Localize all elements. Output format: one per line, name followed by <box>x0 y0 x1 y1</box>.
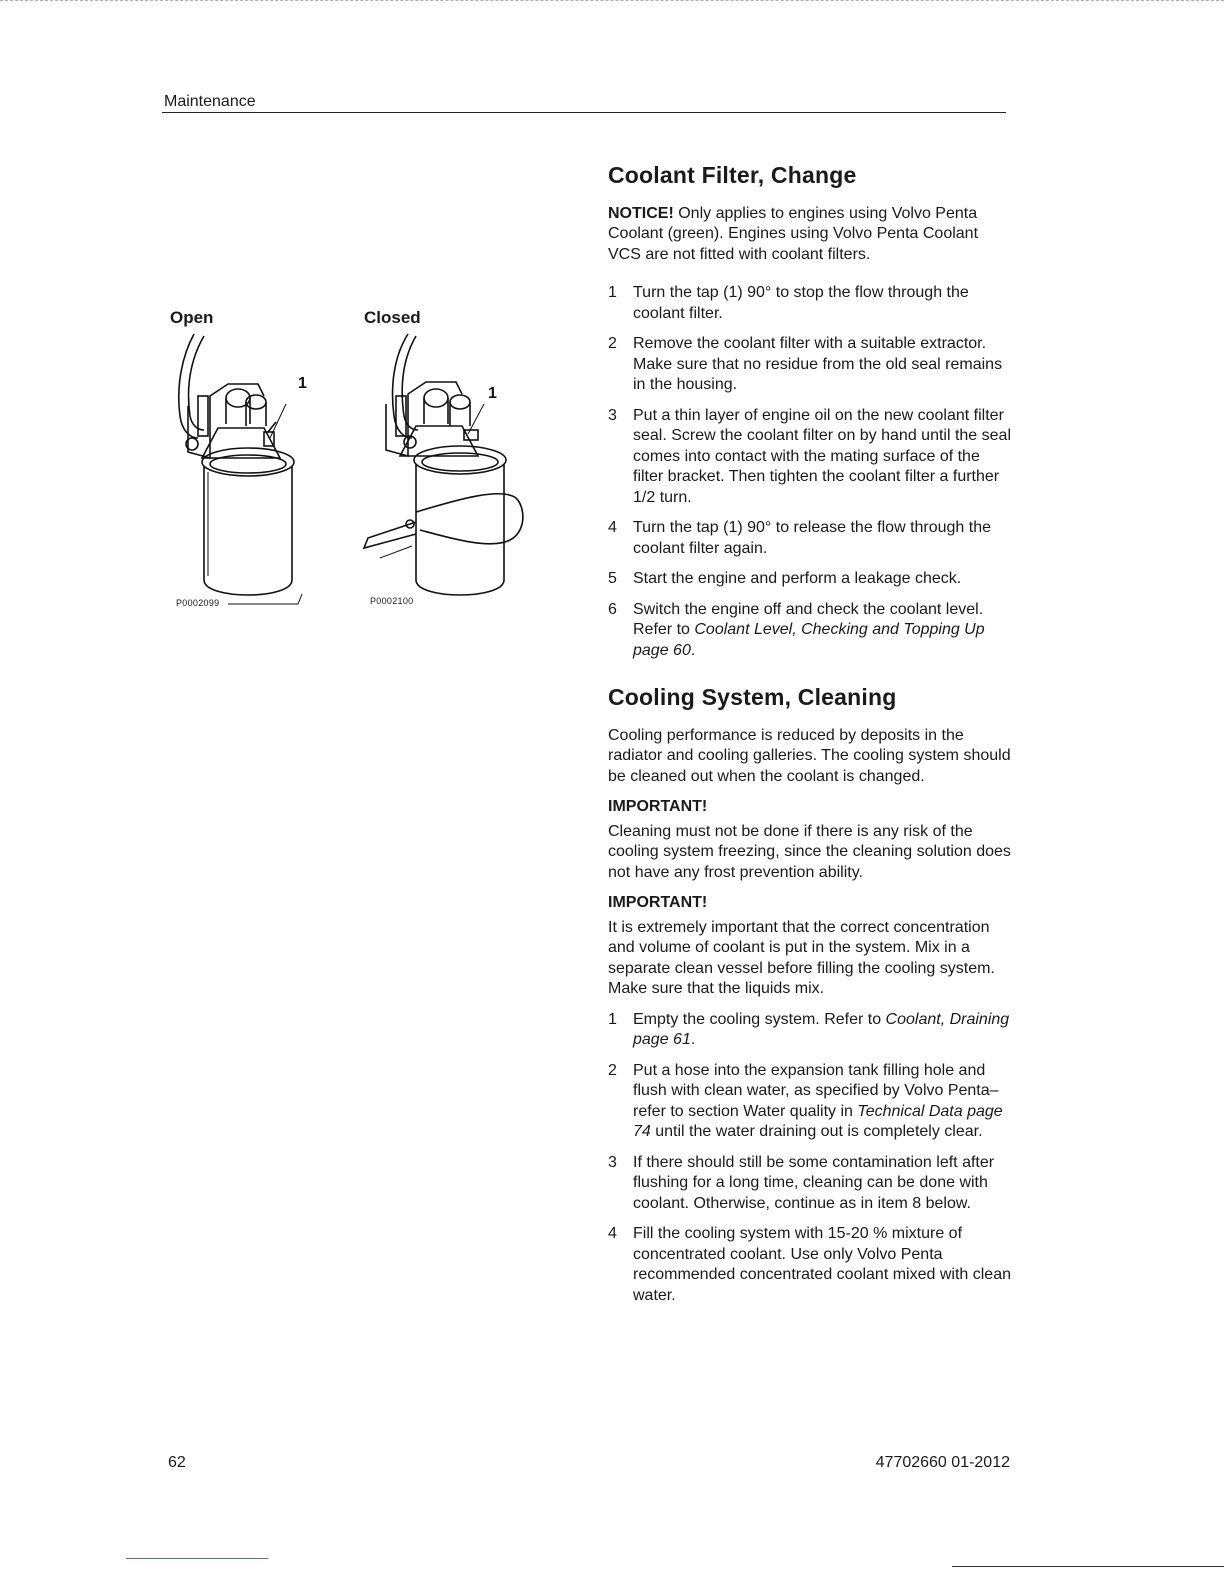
step-number: 6 <box>608 600 617 618</box>
step-number: 4 <box>608 519 617 536</box>
figure-closed-code: P0002100 <box>370 596 414 606</box>
list-item <box>608 1061 1012 1143</box>
list-item <box>608 569 1012 590</box>
list-item <box>608 283 1012 324</box>
cross-reference-link[interactable]: Coolant, Draining page 61 <box>633 1010 1010 1048</box>
cooling-system-steps <box>608 1010 1012 1307</box>
figure-closed-callout: 1 <box>488 385 497 402</box>
step-number: 1 <box>608 1010 617 1028</box>
important-label: IMPORTANT! <box>608 894 708 911</box>
cross-reference-link[interactable]: Coolant Level, Checking and Topping Up page 60 <box>633 621 985 659</box>
step-number: 2 <box>608 1061 617 1079</box>
step-text: Turn the tap (1) 90° to stop the flow through the coolant filter. <box>633 284 969 322</box>
document-number: 47702660 01-2012 <box>875 1454 1010 1471</box>
figure-open-caption: Open <box>170 308 214 327</box>
list-item <box>608 518 1012 559</box>
list-item <box>608 1010 1012 1051</box>
list-item <box>608 406 1012 509</box>
list-item <box>608 334 1012 396</box>
step-text: Switch the engine off and check the coolant level. Refer to <box>633 600 984 638</box>
coolant-filter-steps <box>608 283 1012 661</box>
step-text-tail: until the water draining out is completely clear. <box>650 1123 983 1140</box>
coolant-filter-title: Coolant Filter, Change <box>608 162 857 188</box>
step-number: 3 <box>608 1153 617 1171</box>
step-text: Put a thin layer of engine oil on the new coolant filter seal. Screw the coolant filter on by hand until the seal comes into contact with the mating surface of the filter bracket. Then tighten the coolant filter a further 1/2 turn. <box>633 406 1011 506</box>
header-rule <box>162 112 1006 113</box>
step-text: Remove the coolant filter with a suitable extractor. Make sure that no residue from the old seal remains in the housing. <box>633 335 1003 393</box>
step-number: 1 <box>608 284 617 301</box>
cooling-system-title: Cooling System, Cleaning <box>608 684 897 710</box>
important-text: It is extremely important that the correct concentration and volume of coolant is put in the system. Mix in a separate clean vessel before filling the cooling system. Make sure that the liquids mix. <box>608 918 995 997</box>
list-item <box>608 1224 1012 1306</box>
figure-closed-filter-illustration <box>360 326 530 616</box>
figure-open-filter-illustration <box>168 326 328 616</box>
step-text: Put a hose into the expansion tank filling hole and flush with clean water, as specified by Volvo Penta– refer to section Water quality in <box>633 1061 999 1120</box>
step-text: If there should still be some contamination left after flushing for a long time, cleaning can be done with coolant. Otherwise, continue as in item 8 below. <box>633 1153 995 1212</box>
step-text-tail: . <box>690 1031 696 1048</box>
notice-text: Only applies to engines using Volvo Penta Coolant (green). Engines using Volvo Penta Coolant VCS are not fitted with coolant filters. <box>608 204 979 263</box>
notice-label: NOTICE! <box>608 204 674 222</box>
main-text-column <box>608 162 1012 1316</box>
page-number: 62 <box>168 1454 186 1471</box>
step-text: Start the engine and perform a leakage check. <box>633 570 962 587</box>
scan-edge-bottom-right <box>952 1566 1224 1567</box>
step-text: Fill the cooling system with 15-20 % mixture of concentrated coolant. Use only Volvo Penta recommended concentrated coolant mixed with clean water. <box>633 1225 1011 1304</box>
notice-paragraph <box>608 204 1012 266</box>
step-number: 2 <box>608 335 617 352</box>
step-number: 4 <box>608 1225 617 1242</box>
figure-open-callout: 1 <box>298 375 307 392</box>
scan-edge-top <box>0 0 1224 9</box>
scan-edge-bottom-left <box>126 1558 268 1559</box>
important-label: IMPORTANT! <box>608 798 708 815</box>
list-item <box>608 1153 1012 1215</box>
figure-closed-caption: Closed <box>364 308 421 327</box>
step-text: Empty the cooling system. Refer to <box>633 1010 886 1028</box>
step-number: 5 <box>608 570 617 587</box>
important-text: Cleaning must not be done if there is any risk of the cooling system freezing, since the cleaning solution does not have any frost prevention ability. <box>608 822 1011 881</box>
cross-reference-link[interactable]: Technical Data page 74 <box>633 1102 1003 1140</box>
section-header: Maintenance <box>164 93 256 110</box>
step-number: 3 <box>608 406 617 424</box>
cooling-intro: Cooling performance is reduced by deposits in the radiator and cooling galleries. The cooling system should be cleaned out when the coolant is changed. <box>608 726 1011 785</box>
figure-open-code: P0002099 <box>176 598 220 608</box>
list-item <box>608 600 1012 662</box>
step-text-tail: . <box>690 641 696 659</box>
step-text: Turn the tap (1) 90° to release the flow through the coolant filter again. <box>633 519 992 557</box>
